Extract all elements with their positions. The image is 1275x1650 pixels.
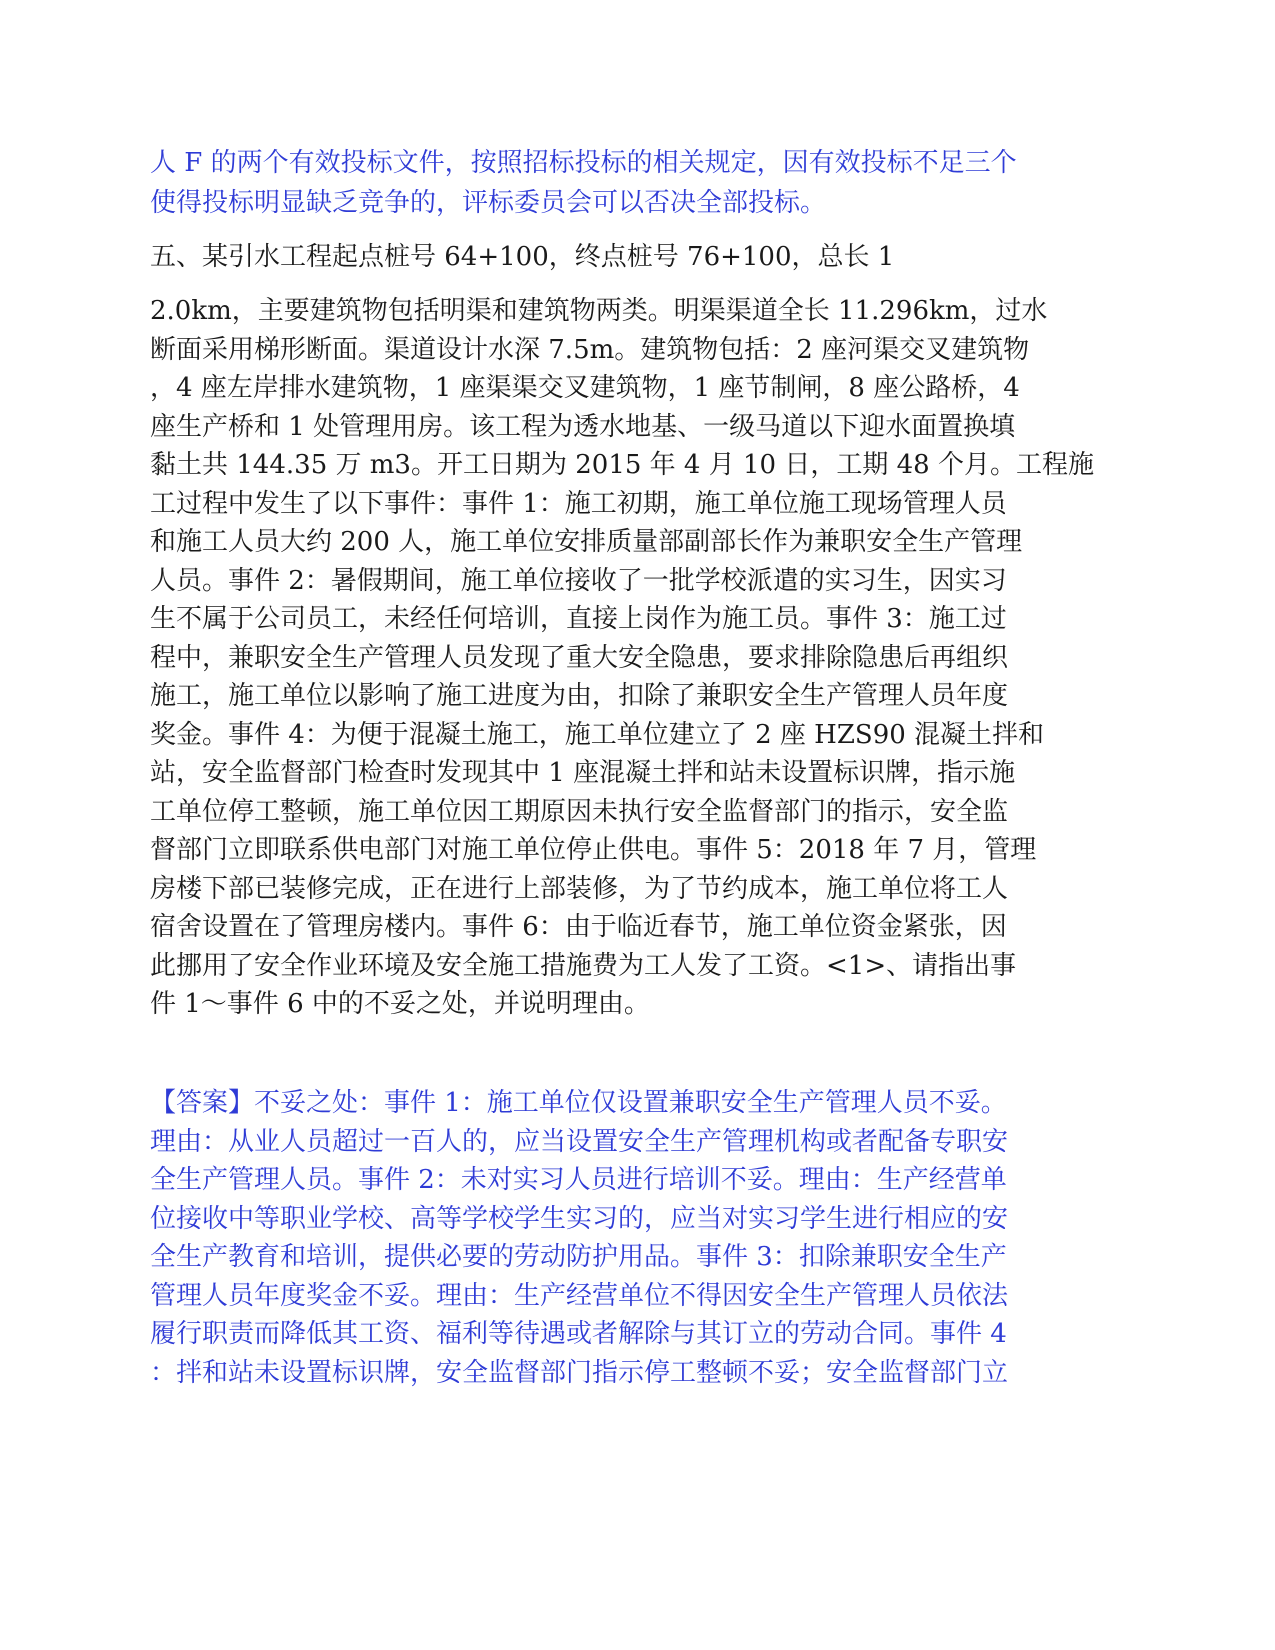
question-line-2: 断面采用梯形断面。渠道设计水深 7.5m。建筑物包括：2 座河渠交叉建筑物	[150, 335, 1030, 365]
question-line-9: 生不属于公司员工，未经任何培训，直接上岗作为施工员。事件 3：施工过	[150, 604, 1007, 634]
question-line-13: 站，安全监督部门检查时发现其中 1 座混凝土拌和站未设置标识牌，指示施	[150, 758, 1016, 788]
answer-line-8: ：拌和站未设置标识牌，安全监督部门指示停工整顿不妥；安全监督部门立	[150, 1358, 1009, 1388]
prev-answer-line-1: 人 F 的两个有效投标文件，按照招标投标的相关规定，因有效投标不足三个	[150, 148, 1017, 178]
question-line-14: 工单位停工整顿，施工单位因工期原因未执行安全监督部门的指示，安全监	[150, 797, 1009, 827]
question-line-3: ，4 座左岸排水建筑物，1 座渠渠交叉建筑物，1 座节制闸，8 座公路桥，4	[150, 373, 1020, 403]
question-line-19: 件 1～事件 6 中的不妥之处，并说明理由。	[150, 989, 650, 1019]
question-line-18: 此挪用了安全作业环境及安全施工措施费为工人发了工资。<1>、请指出事	[150, 951, 1017, 981]
question-line-1: 2.0km，主要建筑物包括明渠和建筑物两类。明渠渠道全长 11.296km，过水	[150, 296, 1048, 326]
question-line-16: 房楼下部已装修完成，正在进行上部装修，为了节约成本，施工单位将工人	[150, 874, 1009, 904]
answer-line-5: 全生产教育和培训，提供必要的劳动防护用品。事件 3：扣除兼职安全生产	[150, 1242, 1007, 1272]
answer-line-6: 管理人员年度奖金不妥。理由：生产经营单位不得因安全生产管理人员依法	[150, 1281, 1009, 1311]
question-line-12: 奖金。事件 4：为便于混凝土施工，施工单位建立了 2 座 HZS90 混凝土拌和	[150, 720, 1045, 750]
question-line-8: 人员。事件 2：暑假期间，施工单位接收了一批学校派遣的实习生，因实习	[150, 566, 1007, 596]
question-line-17: 宿舍设置在了管理房楼内。事件 6：由于临近春节，施工单位资金紧张，因	[150, 912, 1007, 942]
prev-answer-line-2: 使得投标明显缺乏竞争的，评标委员会可以否决全部投标。	[150, 188, 827, 218]
question-heading: 五、某引水工程起点桩号 64+100，终点桩号 76+100，总长 1	[150, 242, 895, 272]
question-line-15: 督部门立即联系供电部门对施工单位停止供电。事件 5：2018 年 7 月，管理	[150, 835, 1037, 865]
answer-line-4: 位接收中等职业学校、高等学校学生实习的，应当对实习学生进行相应的安	[150, 1204, 1009, 1234]
answer-line-2: 理由：从业人员超过一百人的，应当设置安全生产管理机构或者配备专职安	[150, 1127, 1009, 1157]
question-line-5: 黏土共 144.35 万 m3。开工日期为 2015 年 4 月 10 日，工期 48 个月。工程施	[150, 450, 1094, 480]
question-line-4: 座生产桥和 1 处管理用房。该工程为透水地基、一级马道以下迎水面置换填	[150, 412, 1016, 442]
answer-line-3: 全生产管理人员。事件 2：未对实习人员进行培训不妥。理由：生产经营单	[150, 1165, 1007, 1195]
question-line-6: 工过程中发生了以下事件：事件 1：施工初期，施工单位施工现场管理人员	[150, 489, 1007, 519]
question-line-11: 施工，施工单位以影响了施工进度为由，扣除了兼职安全生产管理人员年度	[150, 681, 1009, 711]
question-line-10: 程中，兼职安全生产管理人员发现了重大安全隐患，要求排除隐患后再组织	[150, 643, 1009, 673]
answer-line-1: 【答案】不妥之处：事件 1：施工单位仅设置兼职安全生产管理人员不妥。	[150, 1088, 1007, 1118]
answer-line-7: 履行职责而降低其工资、福利等待遇或者解除与其订立的劳动合同。事件 4	[150, 1319, 1007, 1349]
question-line-7: 和施工人员大约 200 人，施工单位安排质量部副部长作为兼职安全生产管理	[150, 527, 1023, 557]
